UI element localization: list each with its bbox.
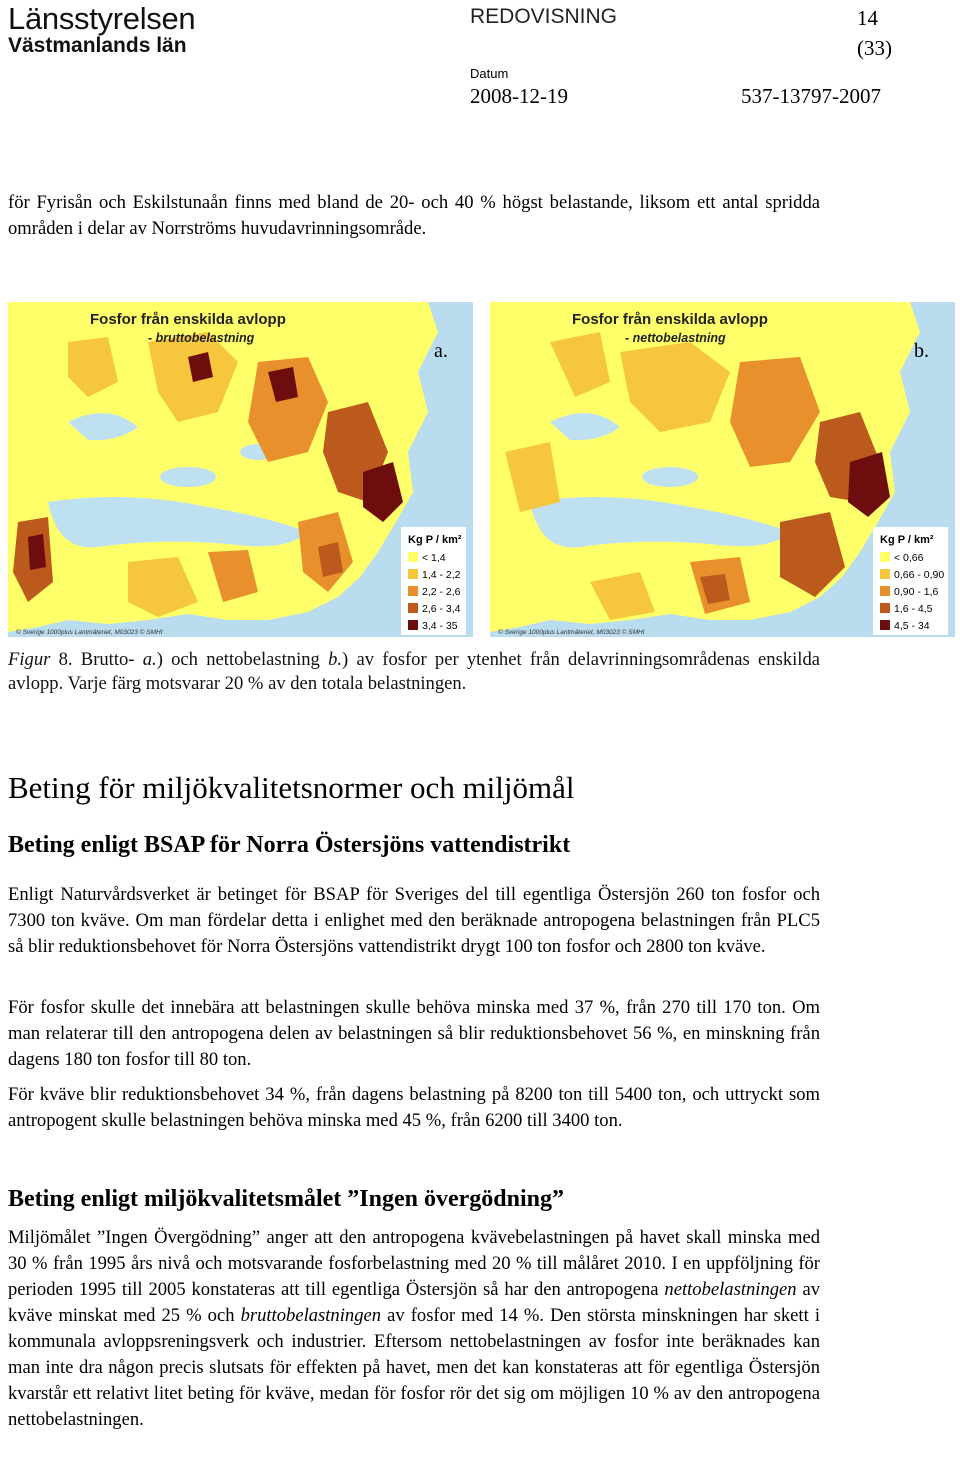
map-copyright-b: © Sverige 1000plus Lantmäteriet, M03023 © SMHI: [498, 629, 645, 636]
legend-swatch-a-3: [408, 586, 418, 596]
figure-caption: [8, 648, 820, 696]
page-number: 14: [857, 6, 878, 30]
paragraph-text: För fosfor skulle det innebära att belastningen skulle behöva minska med 37 %, från 270 till 170 ton. Om man relaterar till den antropogena delen av belastningen så blir reduktionsbehovet 56 %, en minskning från dagens 180 ton fosfor till 80 ton.: [8, 997, 820, 1070]
map-subtitle-a: - bruttobelastning: [148, 331, 255, 345]
subheading-bsap: Beting enligt BSAP för Norra Östersjöns vattendistrikt: [8, 832, 571, 858]
legend-label-a-2: 1,4 - 2,2: [422, 569, 461, 581]
section-heading: Beting för miljökvalitetsnormer och miljömål: [8, 770, 575, 805]
map-title-a: Fosfor från enskilda avlopp: [90, 311, 286, 328]
caption-part: 8. Brutto-: [50, 649, 143, 670]
map-letter-a: a.: [434, 340, 448, 362]
map-net-load: [490, 302, 955, 637]
subheading-goal: Beting enligt miljökvalitetsmålet ”Ingen övergödning”: [8, 1186, 564, 1212]
intro-paragraph: [8, 190, 820, 242]
paragraph-text: Enligt Naturvårdsverket är betinget för BSAP för Sveriges del till egentliga Östersjön 260 ton fosfor och 7300 ton kväve. Om man fördelar detta i enlighet med den beräknade antropogena belastningen från PLC5 så blir reduktionsbehovet för Norra Östersjöns vattendistrikt drygt 100 ton fosfor och 2800 ton kväve.: [8, 884, 820, 957]
paragraph-part: nettobelastningen: [664, 1279, 797, 1300]
paragraph-part: Miljömålet ”Ingen Övergödning” anger att den antropogena kvävebelastningen på havet skall minska med 30 % från 1995 års nivå och motsvarande fosforbelastning med 20 % till målåret 2010. I en uppföljning för perioden 1995 till 2005 konstateras att till egentliga Östersjön så har den antropogena: [8, 1227, 820, 1300]
map-title-b: Fosfor från enskilda avlopp: [572, 311, 768, 328]
caption-part: ) och nettobelastning: [156, 649, 329, 670]
caption-part: Figur: [8, 649, 51, 670]
document-number: 537-13797-2007: [741, 84, 881, 108]
legend-label-b-3: 0,90 - 1,6: [894, 586, 939, 598]
map-gross-load: [8, 302, 473, 637]
paragraph-part: bruttobelastningen: [240, 1305, 382, 1326]
paragraph-text: För kväve blir reduktionsbehovet 34 %, från dagens belastning på 8200 ton till 5400 ton, och uttryckt som antropogent skulle belastningen behöva minska med 45 %, från 6200 till 3400 ton.: [8, 1084, 820, 1131]
legend-swatch-a-1: [408, 552, 418, 562]
map-gross-graphic: [8, 302, 473, 637]
paragraph-part: av fosfor med 14 %. Den största minskningen har skett i kommunala avloppsreningsverk och industrier. Eftersom nettobelastningen av fosfor inte beräknades kan man inte dra någon precis slutsats för effekten på havet, men det kan konstateras att för egentliga Östersjön kvarstår ett relativt litet beting för kväve, medan för fosfor rör det sig om möjligen 10 % av den antropogena nettobelastningen.: [8, 1305, 820, 1430]
legend-swatch-b-2: [880, 569, 890, 579]
legend-swatch-b-3: [880, 586, 890, 596]
legend-swatch-b-4: [880, 603, 890, 613]
legend-label-a-5: 3,4 - 35: [422, 620, 458, 632]
caption-part: ) av fosfor per ytenhet från delavrinningsområdenas enskilda avlopp. Varje färg motsvarar 20 % av den totala belastningen.: [8, 649, 820, 694]
legend-label-a-4: 2,6 - 3,4: [422, 603, 461, 615]
legend-title-a: Kg P / km²: [408, 534, 462, 546]
legend-label-b-5: 4,5 - 34: [894, 620, 930, 632]
map-subtitle-b: - nettobelastning: [625, 331, 726, 345]
logo-county: Västmanlands län: [8, 34, 187, 57]
date-value: 2008-12-19: [470, 84, 568, 108]
document-type: REDOVISNING: [470, 5, 618, 28]
legend-swatch-b-1: [880, 552, 890, 562]
page-total: (33): [857, 36, 892, 60]
legend-title-b: Kg P / km²: [880, 534, 934, 546]
legend-swatch-a-4: [408, 603, 418, 613]
map-net-graphic: [490, 302, 955, 637]
legend-label-b-1: < 0,66: [894, 552, 924, 564]
legend-swatch-a-2: [408, 569, 418, 579]
legend-label-b-4: 1,6 - 4,5: [894, 603, 933, 615]
caption-part: a.: [142, 649, 157, 670]
intro-text: för Fyrisån och Eskilstunaån finns med bland de 20- och 40 % högst belastande, liksom ett antal spridda områden i delar av Norrströms huvudavrinningsområde.: [8, 192, 820, 239]
logo-name: Länsstyrelsen: [8, 1, 196, 36]
bsap-paragraph-1: [8, 882, 820, 960]
legend-label-a-1: < 1,4: [422, 552, 446, 564]
legend-label-b-2: 0,66 - 0,90: [894, 569, 945, 581]
date-label: Datum: [470, 66, 509, 81]
goal-paragraph: [8, 1225, 820, 1433]
legend-swatch-b-5: [880, 620, 890, 630]
map-letter-b: b.: [914, 340, 929, 362]
bsap-paragraph-3: [8, 1082, 820, 1134]
map-copyright-a: © Sverige 1000plus Lantmäteriet, M03023 © SMHI: [16, 629, 163, 636]
legend-swatch-a-5: [408, 620, 418, 630]
caption-part: b.: [328, 649, 343, 670]
bsap-paragraph-2: [8, 995, 820, 1073]
legend-label-a-3: 2,2 - 2,6: [422, 586, 461, 598]
paragraph-part: av kväve minskat med 25 % och: [8, 1279, 820, 1326]
